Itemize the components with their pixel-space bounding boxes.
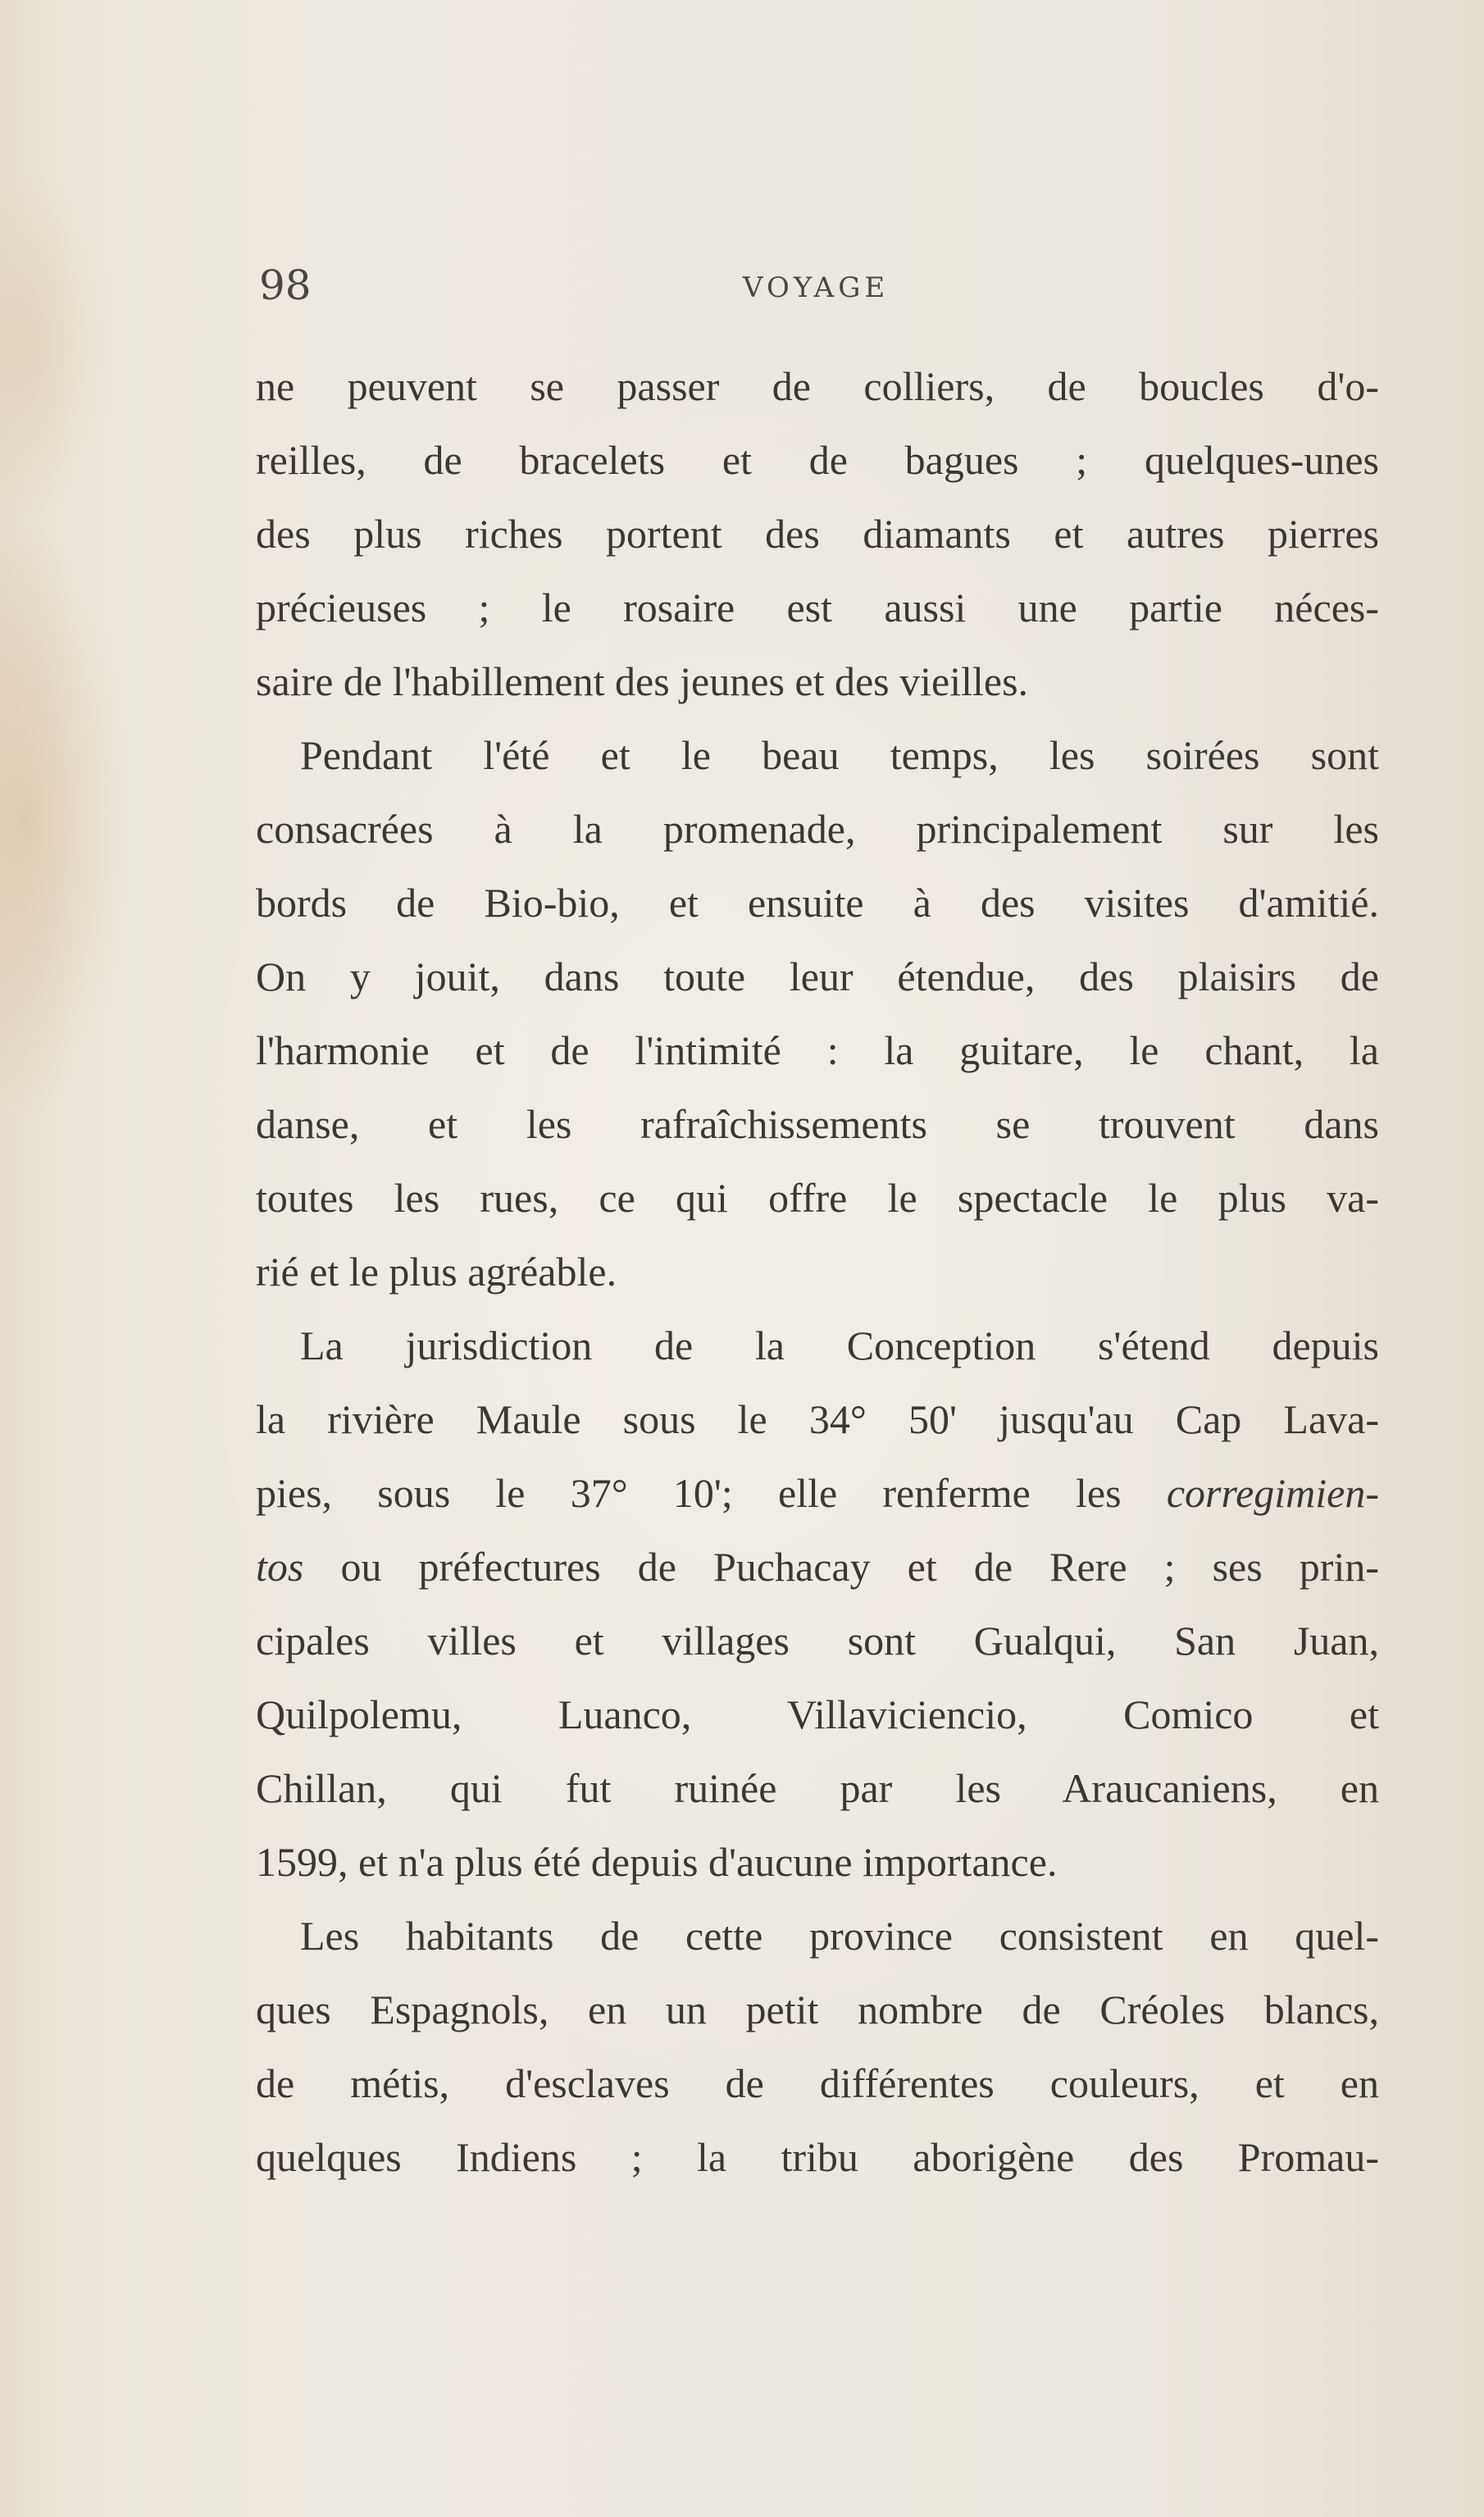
- text-line: cipales villes et villages sont Gualqui, San Juan,: [256, 1618, 1379, 1664]
- text-line: saire de l'habillement des jeunes et des vieilles.: [256, 658, 1029, 704]
- paragraph-1: [256, 349, 1379, 718]
- text-line: [256, 1530, 1379, 1604]
- text-line: la rivière Maule sous le 34° 50' jusqu'au Cap Lava-: [256, 1396, 1379, 1442]
- paragraph-4: [256, 1899, 1379, 2194]
- text-line: On y jouit, dans toute leur étendue, des plaisirs de: [256, 954, 1379, 999]
- text-line: bords de Bio-bio, et ensuite à des visites d'amitié.: [256, 880, 1379, 926]
- text-fragment: pies, sous le 37° 10'; elle renferme les: [256, 1470, 1167, 1516]
- italic-term: corregimien-: [1166, 1470, 1379, 1516]
- text-line: ne peuvent se passer de colliers, de boucles d'o-: [256, 363, 1379, 409]
- italic-term: tos: [256, 1544, 304, 1590]
- text-line: consacrées à la promenade, principalement sur les: [256, 806, 1379, 852]
- text-line: de métis, d'esclaves de différentes couleurs, et en: [256, 2060, 1379, 2106]
- text-fragment: ou préfectures de Puchacay et de Rere ; ses prin-: [340, 1544, 1379, 1590]
- text-line: Quilpolemu, Luanco, Villaviciencio, Comico et: [256, 1691, 1379, 1737]
- text-line: quelques Indiens ; la tribu aborigène des Promau-: [256, 2134, 1379, 2180]
- body-text: [256, 349, 1379, 2194]
- page-header: [259, 261, 1382, 310]
- paragraph-2: [256, 718, 1379, 1309]
- text-line: ques Espagnols, en un petit nombre de Créoles blancs,: [256, 1987, 1379, 2032]
- running-head: VOYAGE: [743, 271, 890, 304]
- text-line: Les habitants de cette province consistent en quel-: [300, 1913, 1379, 1959]
- text-line: toutes les rues, ce qui offre le spectacle le plus va-: [256, 1175, 1379, 1221]
- page-number: 98: [259, 262, 312, 309]
- text-line: l'harmonie et de l'intimité : la guitare, le chant, la: [256, 1027, 1379, 1073]
- text-line: précieuses ; le rosaire est aussi une partie néces-: [256, 585, 1379, 630]
- text-line: La jurisdiction de la Conception s'étend depuis: [300, 1322, 1379, 1368]
- text-line: danse, et les rafraîchissements se trouvent dans: [256, 1101, 1379, 1147]
- paragraph-3: [256, 1309, 1379, 1899]
- text-line: rié et le plus agréable.: [256, 1249, 617, 1295]
- text-line: [256, 1456, 1379, 1530]
- text-line: des plus riches portent des diamants et autres pierres: [256, 511, 1379, 557]
- text-line: Pendant l'été et le beau temps, les soirées sont: [300, 732, 1379, 778]
- text-line: 1599, et n'a plus été depuis d'aucune importance.: [256, 1839, 1058, 1885]
- text-line: reilles, de bracelets et de bagues ; quelques-unes: [256, 437, 1379, 483]
- text-line: Chillan, qui fut ruinée par les Araucaniens, en: [256, 1765, 1379, 1811]
